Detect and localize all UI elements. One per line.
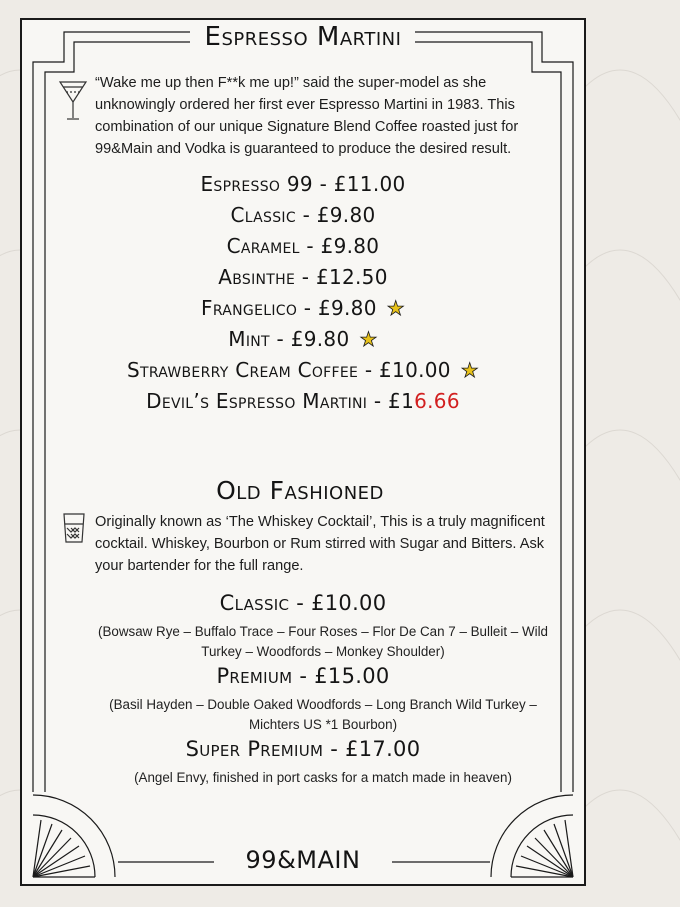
martini-glass-icon [58, 80, 88, 122]
espresso-martini-description: “Wake me up then F**k me up!” said the super-model as she unknowingly ordered her first ever Espresso Martini in 1983. This combination of our unique Signature Blend Coffee roasted just for 99&Main and Vodka is guaranteed to produce the desired result. [95, 75, 519, 157]
menu-item-espresso-99: Espresso 99 - £11.00 [200, 172, 406, 196]
old-fashioned-description: Originally known as ‘The Whiskey Cocktail’, This is a truly magnificent cocktail. Whiskey, Bourbon or Rum stirred with Sugar and Bitters. Ask your bartender for the full range. [95, 514, 545, 574]
star-icon: ★ [359, 327, 378, 351]
devil-price-red: 6.66 [414, 389, 460, 413]
tier-premium: Premium - £15.00 [216, 664, 390, 688]
menu-item-strawberry-cream-coffee: Strawberry Cream Coffee - £10.00 ★ [126, 358, 480, 382]
menu-item-frangelico: Frangelico - £9.80 ★ [201, 296, 405, 320]
footer-brand-logo: 99&MAIN [245, 846, 361, 874]
menu-item-caramel: Caramel - £9.80 [226, 234, 380, 258]
tier-super-premium: Super Premium - £17.00 [185, 737, 421, 761]
whiskey-glass-icon [62, 512, 86, 544]
espresso-martini-title: Espresso Martini [204, 22, 402, 52]
tier-classic-brands: (Bowsaw Rye – Buffalo Trace – Four Roses – Flor De Can 7 – Bulleit – Wild Turkey – Woodfords – Monkey Shoulder) [97, 624, 549, 659]
menu-item-classic: Classic - £9.80 [230, 203, 376, 227]
menu-item-mint: Mint - £9.80 ★ [228, 327, 378, 351]
star-icon: ★ [386, 296, 405, 320]
tier-super-premium-brands: (Angel Envy, finished in port casks for a match made in heaven) [134, 770, 512, 785]
menu-item-devils-espresso-martini: Devil’s Espresso Martini - £16.66 [146, 389, 460, 413]
star-icon: ★ [460, 358, 480, 382]
tier-classic: Classic - £10.00 [219, 591, 387, 615]
tier-premium-brands: (Basil Hayden – Double Oaked Woodfords – Long Branch Wild Turkey – Michters US *1 Bourbon) [109, 697, 537, 732]
menu-item-absinthe: Absinthe - £12.50 [218, 265, 388, 289]
old-fashioned-title: Old Fashioned [216, 476, 384, 505]
